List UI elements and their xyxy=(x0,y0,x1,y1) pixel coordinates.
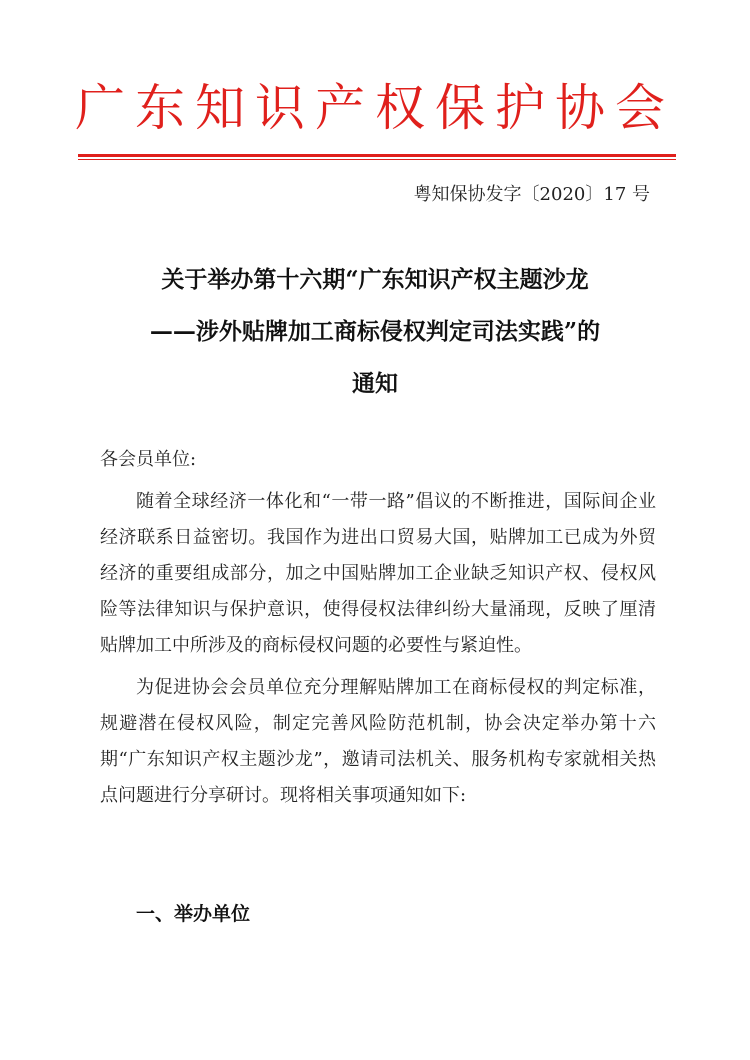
title-line-3: 通知 xyxy=(352,370,398,397)
organization-title: 广东知识产权保护协会 xyxy=(75,79,675,137)
title-line-2: ——涉外贴牌加工商标侵权判定司法实践”的 xyxy=(149,318,601,345)
paragraph-purpose: 为促进协会会员单位充分理解贴牌加工在商标侵权的判定标准，规避潜在侵权风险，制定完善风险防范机制，协会决定举办第十六期“广东知识产权主题沙龙”，邀请司法机关、服务机构专家就相关热点问题进行分享研讨。现将相关事项通知如下: xyxy=(100,677,656,806)
document-title xyxy=(60,254,690,410)
header-rule-thin xyxy=(78,159,676,160)
header-rule-thick xyxy=(78,154,676,157)
title-line-1: 关于举办第十六期“广东知识产权主题沙龙 xyxy=(161,266,589,293)
section-heading-organizer: 一、举办单位 xyxy=(136,903,251,925)
document-number: 粤知保协发字〔2020〕17 号 xyxy=(413,184,650,205)
paragraph-background: 随着全球经济一体化和“一带一路”倡议的不断推进，国际间企业经济联系日益密切。我国作为进出口贸易大国，贴牌加工已成为外贸经济的重要组成部分，加之中国贴牌加工企业缺乏知识产权、侵权风险等法律知识与保护意识，使得侵权法律纠纷大量涌现，反映了厘清贴牌加工中所涉及的商标侵权问题的必要性与紧迫性。 xyxy=(100,491,656,656)
notice-body xyxy=(100,442,656,820)
salutation: 各会员单位: xyxy=(100,449,197,470)
